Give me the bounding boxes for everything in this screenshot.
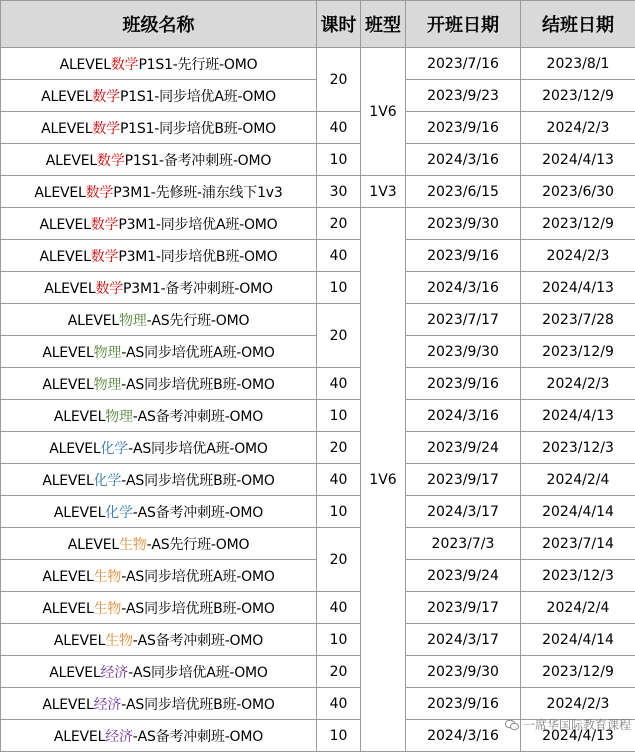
- class-name-prefix: ALEVEL: [60, 57, 111, 73]
- class-type-cell: 1V6: [361, 208, 406, 752]
- class-subject: 物理: [119, 313, 147, 329]
- class-name-suffix: P3M1-同步培优A班-OMO: [118, 217, 277, 233]
- start-date-cell: 2024/3/16: [406, 400, 521, 432]
- hours-cell: 40: [317, 112, 361, 144]
- end-date-cell: 2023/12/9: [521, 336, 635, 368]
- class-name-cell: [1, 464, 317, 496]
- start-date-cell: 2023/9/24: [406, 432, 521, 464]
- end-date-cell: 2023/7/14: [521, 528, 635, 560]
- watermark-text: 一席华国际教育课程: [523, 716, 631, 733]
- class-subject: 化学: [105, 505, 133, 521]
- class-name-prefix: ALEVEL: [68, 313, 119, 329]
- class-subject: 生物: [94, 601, 122, 617]
- class-name-suffix: -AS备考冲刺班-OMO: [133, 729, 263, 745]
- hours-cell: 40: [317, 688, 361, 720]
- class-type-cell: 1V6: [361, 48, 406, 176]
- class-name-suffix: P1S1-同步培优B班-OMO: [120, 121, 276, 137]
- hours-cell: 10: [317, 400, 361, 432]
- end-date-cell: 2024/4/13: [521, 400, 635, 432]
- start-date-cell: 2023/9/30: [406, 656, 521, 688]
- hours-cell: 10: [317, 720, 361, 752]
- class-subject: 数学: [91, 217, 119, 233]
- class-name-prefix: ALEVEL: [41, 89, 92, 105]
- class-name-prefix: ALEVEL: [42, 601, 93, 617]
- class-name-prefix: ALEVEL: [42, 473, 93, 489]
- class-name-cell: [1, 48, 317, 80]
- class-name-cell: [1, 80, 317, 112]
- class-subject: 数学: [92, 121, 120, 137]
- class-name-prefix: ALEVEL: [39, 249, 90, 265]
- class-subject: 数学: [111, 57, 139, 73]
- start-date-cell: 2023/9/24: [406, 560, 521, 592]
- hours-cell: 10: [317, 624, 361, 656]
- hours-cell: 40: [317, 464, 361, 496]
- end-date-cell: 2023/12/3: [521, 560, 635, 592]
- class-subject: 数学: [95, 281, 123, 297]
- class-subject: 化学: [100, 441, 128, 457]
- table-row: [1, 400, 635, 432]
- class-name-prefix: ALEVEL: [49, 441, 100, 457]
- start-date-cell: 2024/3/16: [406, 272, 521, 304]
- table-row: [1, 624, 635, 656]
- class-name-prefix: ALEVEL: [40, 217, 91, 233]
- class-subject: 经济: [105, 729, 133, 745]
- class-name-cell: [1, 272, 317, 304]
- class-name-cell: [1, 336, 317, 368]
- end-date-cell: 2023/8/1: [521, 48, 635, 80]
- table-row: [1, 656, 635, 688]
- end-date-cell: 2024/4/13: [521, 720, 635, 752]
- hours-cell: 20: [317, 432, 361, 464]
- start-date-cell: 2023/7/17: [406, 304, 521, 336]
- class-name-suffix: -AS同步培优班A班-OMO: [121, 345, 274, 361]
- class-name-cell: [1, 304, 317, 336]
- end-date-cell: 2024/4/14: [521, 496, 635, 528]
- start-date-cell: 2023/9/16: [406, 368, 521, 400]
- class-subject: 数学: [97, 153, 125, 169]
- class-name-cell: [1, 528, 317, 560]
- class-name-prefix: ALEVEL: [46, 153, 97, 169]
- class-name-cell: [1, 432, 317, 464]
- class-subject: 生物: [94, 569, 122, 585]
- end-date-cell: 2024/4/14: [521, 624, 635, 656]
- table-row: [1, 368, 635, 400]
- class-name-suffix: P1S1-先行班-OMO: [138, 57, 257, 73]
- start-date-cell: 2023/9/16: [406, 112, 521, 144]
- table-row: [1, 688, 635, 720]
- table-row: [1, 208, 635, 240]
- class-name-suffix: -AS同步培优A班-OMO: [128, 665, 268, 681]
- end-date-cell: 2024/2/4: [521, 592, 635, 624]
- class-subject: 生物: [119, 537, 147, 553]
- class-name-prefix: ALEVEL: [42, 377, 93, 393]
- class-name-cell: [1, 560, 317, 592]
- class-name-suffix: -AS同步培优班B班-OMO: [121, 377, 275, 393]
- table-row: [1, 176, 635, 208]
- class-name-suffix: -AS备考冲刺班-OMO: [133, 409, 263, 425]
- end-date-cell: 2024/4/13: [521, 144, 635, 176]
- class-name-prefix: ALEVEL: [54, 633, 105, 649]
- class-subject: 经济: [94, 697, 122, 713]
- class-name-suffix: -AS同步培优班B班-OMO: [121, 697, 275, 713]
- class-subject: 数学: [86, 185, 114, 201]
- end-date-cell: 2023/12/9: [521, 656, 635, 688]
- table-row: [1, 240, 635, 272]
- class-name-suffix: -AS先行班-OMO: [147, 537, 250, 553]
- start-date-cell: 2023/9/16: [406, 240, 521, 272]
- end-date-cell: 2023/12/9: [521, 208, 635, 240]
- end-date-cell: 2023/12/3: [521, 432, 635, 464]
- end-date-cell: 2024/4/13: [521, 272, 635, 304]
- class-subject: 化学: [94, 473, 122, 489]
- start-date-cell: 2024/3/16: [406, 720, 521, 752]
- hours-cell: 20: [317, 48, 361, 112]
- hours-cell: 20: [317, 528, 361, 592]
- table-row: [1, 304, 635, 336]
- start-date-cell: 2024/3/16: [406, 144, 521, 176]
- hours-cell: 10: [317, 144, 361, 176]
- table-row: [1, 48, 635, 80]
- class-subject: 物理: [94, 377, 122, 393]
- class-name-prefix: ALEVEL: [42, 569, 93, 585]
- class-subject: 数学: [91, 249, 119, 265]
- class-subject: 物理: [94, 345, 122, 361]
- class-name-prefix: ALEVEL: [49, 665, 100, 681]
- start-date-cell: 2023/9/17: [406, 464, 521, 496]
- class-name-cell: [1, 112, 317, 144]
- table-row: [1, 272, 635, 304]
- class-name-suffix: P3M1-先修班-浦东线下1v3: [113, 185, 282, 201]
- class-name-suffix: P3M1-备考冲刺班-OMO: [123, 281, 273, 297]
- start-date-cell: 2024/3/17: [406, 624, 521, 656]
- header-end-date: 结班日期: [521, 1, 635, 48]
- watermark: [505, 716, 631, 733]
- hours-cell: 20: [317, 304, 361, 368]
- hours-cell: 40: [317, 592, 361, 624]
- class-name-suffix: -AS同步培优班B班-OMO: [121, 473, 275, 489]
- end-date-cell: 2024/2/3: [521, 112, 635, 144]
- start-date-cell: 2024/3/17: [406, 496, 521, 528]
- class-name-cell: [1, 720, 317, 752]
- wechat-icon: [505, 719, 519, 731]
- class-name-cell: [1, 240, 317, 272]
- class-name-cell: [1, 592, 317, 624]
- start-date-cell: 2023/9/30: [406, 208, 521, 240]
- start-date-cell: 2023/9/23: [406, 80, 521, 112]
- class-subject: 生物: [105, 633, 133, 649]
- table-row: [1, 528, 635, 560]
- table-row: [1, 112, 635, 144]
- start-date-cell: 2023/9/16: [406, 688, 521, 720]
- hours-cell: 20: [317, 208, 361, 240]
- class-name-cell: [1, 496, 317, 528]
- class-name-suffix: P1S1-备考冲刺班-OMO: [125, 153, 272, 169]
- hours-cell: 30: [317, 176, 361, 208]
- end-date-cell: 2024/2/3: [521, 240, 635, 272]
- class-name-cell: [1, 400, 317, 432]
- class-name-prefix: ALEVEL: [42, 697, 93, 713]
- class-name-cell: [1, 688, 317, 720]
- header-hours: 课时: [317, 1, 361, 48]
- table-row: [1, 464, 635, 496]
- class-name-suffix: -AS备考冲刺班-OMO: [133, 633, 263, 649]
- hours-cell: 10: [317, 272, 361, 304]
- class-name-prefix: ALEVEL: [68, 537, 119, 553]
- header-row: [1, 1, 635, 48]
- end-date-cell: 2024/2/3: [521, 688, 635, 720]
- class-name-suffix: P1S1-同步培优A班-OMO: [120, 89, 276, 105]
- hours-cell: 10: [317, 496, 361, 528]
- class-name-suffix: -AS同步培优A班-OMO: [128, 441, 268, 457]
- start-date-cell: 2023/6/15: [406, 176, 521, 208]
- class-name-suffix: P3M1-同步培优B班-OMO: [118, 249, 277, 265]
- start-date-cell: 2023/9/17: [406, 592, 521, 624]
- class-name-cell: [1, 176, 317, 208]
- start-date-cell: 2023/7/3: [406, 528, 521, 560]
- class-name-suffix: -AS备考冲刺班-OMO: [133, 505, 263, 521]
- class-name-cell: [1, 368, 317, 400]
- header-class-type: 班型: [361, 1, 406, 48]
- class-name-cell: [1, 208, 317, 240]
- class-name-prefix: ALEVEL: [54, 505, 105, 521]
- start-date-cell: 2023/7/16: [406, 48, 521, 80]
- class-name-suffix: -AS同步培优班A班-OMO: [121, 569, 274, 585]
- hours-cell: 40: [317, 368, 361, 400]
- class-name-prefix: ALEVEL: [54, 409, 105, 425]
- end-date-cell: 2023/12/9: [521, 80, 635, 112]
- header-class-name: 班级名称: [1, 1, 317, 48]
- class-subject: 物理: [105, 409, 133, 425]
- table-row: [1, 496, 635, 528]
- hours-cell: 40: [317, 240, 361, 272]
- class-name-prefix: ALEVEL: [54, 729, 105, 745]
- class-name-prefix: ALEVEL: [42, 345, 93, 361]
- class-name-cell: [1, 624, 317, 656]
- hours-cell: 20: [317, 656, 361, 688]
- class-name-prefix: ALEVEL: [34, 185, 85, 201]
- class-name-prefix: ALEVEL: [44, 281, 95, 297]
- class-type-cell: 1V3: [361, 176, 406, 208]
- class-name-prefix: ALEVEL: [41, 121, 92, 137]
- table-row: [1, 432, 635, 464]
- table-row: [1, 592, 635, 624]
- start-date-cell: 2023/9/30: [406, 336, 521, 368]
- end-date-cell: 2024/2/3: [521, 368, 635, 400]
- table-row: [1, 144, 635, 176]
- class-subject: 数学: [92, 89, 120, 105]
- header-start-date: 开班日期: [406, 1, 521, 48]
- class-subject: 经济: [100, 665, 128, 681]
- class-name-cell: [1, 656, 317, 688]
- end-date-cell: 2024/2/4: [521, 464, 635, 496]
- class-name-cell: [1, 144, 317, 176]
- end-date-cell: 2023/7/28: [521, 304, 635, 336]
- class-name-suffix: -AS先行班-OMO: [147, 313, 250, 329]
- end-date-cell: 2023/6/30: [521, 176, 635, 208]
- class-name-suffix: -AS同步培优班B班-OMO: [121, 601, 275, 617]
